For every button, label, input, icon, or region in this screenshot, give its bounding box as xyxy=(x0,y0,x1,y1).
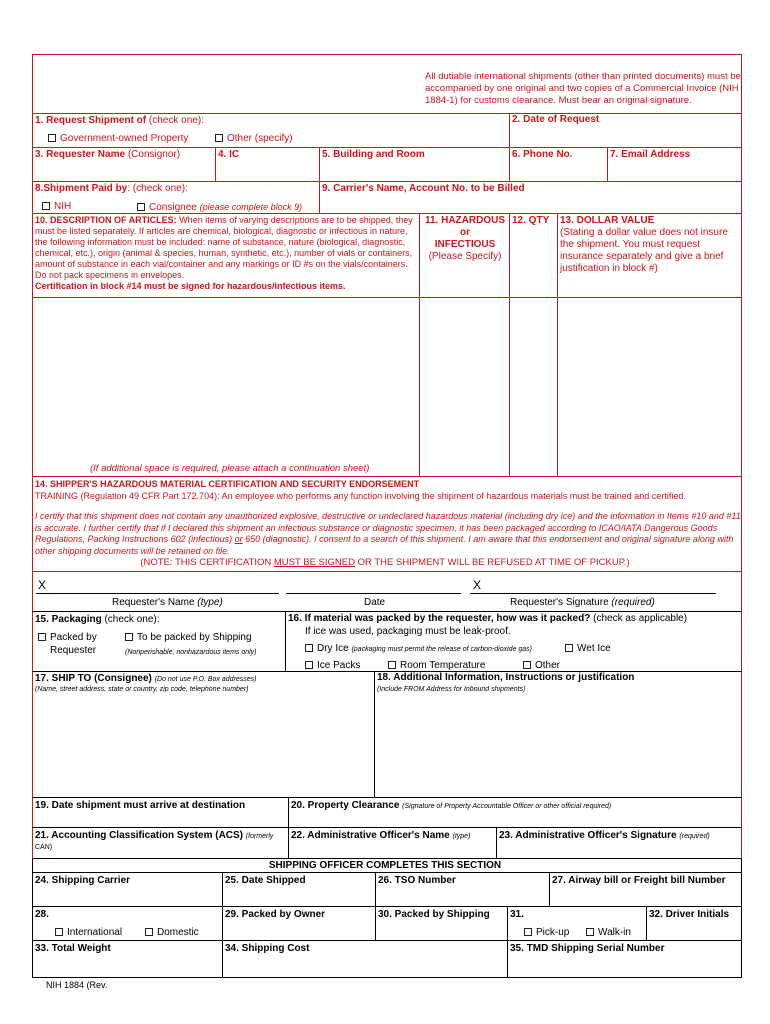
rule xyxy=(32,858,33,978)
block-13-label: 13. DOLLAR VALUE (Stating a dollar value does not insure the shipment. You must request insurance separately and give a brief justification in block #) xyxy=(560,215,728,274)
block-19-label: 19. Date shipment must arrive at destination xyxy=(35,800,246,811)
block-9-label: 9. Carrier's Name, Account No. to be Billed xyxy=(322,183,525,194)
rule xyxy=(32,147,742,148)
block-21-label-cont: CAN) xyxy=(35,844,53,851)
rule xyxy=(285,611,286,671)
certification-note: (NOTE: THIS CERTIFICATION MUST BE SIGNED OR THE SHIPMENT WILL BE REFUSED AT TIME OF PICKUP.) xyxy=(140,557,630,568)
continuation-note: (If additional space is required, please attach a continuation sheet) xyxy=(90,463,370,474)
rule xyxy=(32,940,742,941)
rule xyxy=(509,113,510,147)
rule xyxy=(215,147,216,181)
checkbox-room-temperature[interactable]: Room Temperature xyxy=(388,660,485,672)
checkbox-icon[interactable] xyxy=(42,202,50,210)
packed-by-requester-cont: Requester xyxy=(50,645,97,656)
checkbox-dry-ice[interactable]: Dry Ice (packaging must permit the release of carbon-dioxide gas) xyxy=(305,643,532,655)
block-28-label: 28. xyxy=(35,909,49,920)
rule xyxy=(374,671,375,797)
rule xyxy=(646,906,647,940)
rule xyxy=(509,147,510,181)
checkbox-icon[interactable] xyxy=(55,928,63,936)
rule xyxy=(32,297,742,298)
checkbox-domestic[interactable]: Domestic xyxy=(145,927,199,939)
block-8-label: 8.Shipment Paid by: (check one): xyxy=(35,183,188,194)
block-18-label: 18. Additional Information, Instructions or justification xyxy=(377,672,635,683)
rule xyxy=(32,858,742,859)
checkbox-icon[interactable] xyxy=(388,661,396,669)
block-35-label: 35. TMD Shipping Serial Number xyxy=(510,943,665,954)
checkbox-icon[interactable] xyxy=(137,203,145,211)
block-15-label: 15. Packaging (check one): xyxy=(35,614,160,625)
checkbox-icon[interactable] xyxy=(215,134,223,142)
checkbox-icon[interactable] xyxy=(145,928,153,936)
rule xyxy=(32,571,742,572)
requester-signature-caption: Requester's Signature (required) xyxy=(510,597,655,608)
block-10-description: 10. DESCRIPTION OF ARTICLES: When items of varying descriptions are to be shipped, they must be listed separately. If articles are chemical, biological, diagnostic or infectious in nature, the following information must be included: name of substance, nature (biological, diagnostic, chemical, etc.), origin (animal & species, human, synthetic, etc.), number of vials or containers, amount of substance in each vial/container and any markings or ID #s on the vials/containers. Do not pack specimens in envelopes. Certification in block #14 must be signed for hazardous/infectious items. xyxy=(35,215,413,291)
rule xyxy=(32,181,742,182)
block-17-sub: (Name, street address, state or country, zip code, telephone number) xyxy=(35,686,249,693)
block-11-label: 11. HAZARDOUS or INFECTIOUS (Please Specify) xyxy=(424,215,505,262)
checkbox-icon[interactable] xyxy=(125,633,133,641)
rule xyxy=(375,872,376,906)
checkbox-packed-by-shipping[interactable]: To be packed by Shipping xyxy=(125,632,252,644)
block-26-label: 26. TSO Number xyxy=(378,875,456,886)
checkbox-icon[interactable] xyxy=(524,928,532,936)
block-25-label: 25. Date Shipped xyxy=(225,875,306,886)
date-caption: Date xyxy=(364,597,386,608)
rule xyxy=(319,147,320,181)
checkbox-walk-in[interactable]: Walk-in xyxy=(586,927,631,939)
signature-line[interactable] xyxy=(470,593,716,594)
block-7-label: 7. Email Address xyxy=(610,149,691,160)
block-30-label: 30. Packed by Shipping xyxy=(378,909,490,920)
requester-name-line[interactable] xyxy=(36,593,279,594)
block-27-label: 27. Airway bill or Freight bill Number xyxy=(552,875,726,886)
rule xyxy=(32,906,742,907)
block-14-certification: I certify that this shipment does not contain any unauthorized explosive, destructive or undeclared hazardous material (including dry ice) and the information in Items #10 and #11 is accurate. I further certify that if I declared this shipment an infectious substance or diagnostic specimen, it has been packaged according to ICAO/IATA Dangerous Goods Regulations, Packing Instructions 602 (infectious) or 650 (diagnostic). I consent to a search of this shipment. I am aware that this endorsement and original signature along with other shipping documents will be retained on file. xyxy=(35,511,741,556)
block-16-note: If ice was used, packaging must be leak-proof. xyxy=(305,626,511,637)
rule xyxy=(32,213,742,214)
block-2-label: 2. Date of Request xyxy=(512,114,600,125)
sign-mark-2: X xyxy=(473,578,482,592)
block-24-label: 24. Shipping Carrier xyxy=(35,875,131,886)
block-1-label: 1. Request Shipment of (check one): xyxy=(35,115,204,126)
block-12-label: 12. QTY xyxy=(512,215,550,226)
checkbox-packed-by-requester[interactable]: Packed by xyxy=(38,632,97,644)
block-29-label: 29. Packed by Owner xyxy=(225,909,326,920)
rule xyxy=(32,827,742,828)
rule xyxy=(607,147,608,181)
rule xyxy=(288,827,289,858)
rule xyxy=(741,858,742,978)
checkbox-ice-packs[interactable]: Ice Packs xyxy=(305,660,360,672)
rule xyxy=(549,872,550,906)
rule xyxy=(419,213,420,476)
rule xyxy=(32,113,742,114)
block-31-label: 31. xyxy=(510,909,524,920)
packing-hint: (Nonperishable, nonhazardous items only) xyxy=(125,649,257,656)
rule xyxy=(509,213,510,476)
checkbox-icon[interactable] xyxy=(586,928,594,936)
checkbox-consignee[interactable]: Consignee (please complete block 9) xyxy=(137,201,302,214)
block-18-sub: (Include FROM Address for Inbound shipments) xyxy=(377,686,526,693)
block-22-label: 22. Administrative Officer's Name (type) xyxy=(291,830,471,841)
rule xyxy=(557,213,558,476)
block-6-label: 6. Phone No. xyxy=(512,149,573,160)
rule xyxy=(32,611,742,612)
checkbox-other-specify[interactable]: Other (specify) xyxy=(215,133,293,145)
rule xyxy=(32,977,742,978)
checkbox-icon[interactable] xyxy=(565,644,573,652)
rule xyxy=(32,476,742,477)
rule xyxy=(288,797,289,827)
block-23-label: 23. Administrative Officer's Signature (required) xyxy=(499,830,710,841)
checkbox-icon[interactable] xyxy=(523,661,531,669)
checkbox-other[interactable]: Other xyxy=(523,660,560,672)
checkbox-nih[interactable]: NIH xyxy=(42,201,71,213)
checkbox-icon[interactable] xyxy=(48,134,56,142)
block-17-label: 17. SHIP TO (Consignee) (Do not use P.O. Box addresses) xyxy=(35,673,257,684)
rule xyxy=(32,797,742,798)
header-notice: All dutiable international shipments (other than printed documents) must be accompanied by one original and two copies of a Commercial Invoice (NIH 1884-1) for customs clearance. Must bear an original signature. xyxy=(425,71,741,106)
checkbox-icon[interactable] xyxy=(305,661,313,669)
block-5-label: 5. Building and Room xyxy=(322,149,425,160)
block-32-label: 32. Driver Initials xyxy=(649,909,730,920)
checkbox-government-property[interactable]: Government-owned Property xyxy=(48,133,188,145)
rule xyxy=(507,906,508,978)
block-21-label: 21. Accounting Classification System (ACS) (formerly xyxy=(35,830,274,841)
block-3-label: 3. Requester Name (Consignor) xyxy=(35,149,181,160)
checkbox-icon[interactable] xyxy=(38,633,46,641)
block-14-training: TRAINING (Regulation 49 CFR Part 172.704): An employee who performs any function involving the shipment of hazardous materials must be trained and certified. xyxy=(35,491,686,501)
rule xyxy=(222,872,223,978)
block-20-label: 20. Property Clearance (Signature of Property Accountable Officer or other official required) xyxy=(291,800,612,811)
shipping-section-title: SHIPPING OFFICER COMPLETES THIS SECTION xyxy=(268,860,502,871)
checkbox-international[interactable]: International xyxy=(55,927,122,939)
block-34-label: 34. Shipping Cost xyxy=(225,943,310,954)
checkbox-wet-ice[interactable]: Wet Ice xyxy=(565,643,611,655)
requester-name-caption: Requester's Name (type) xyxy=(112,597,223,608)
sign-mark-1: X xyxy=(38,578,47,592)
block-14-label: 14. SHIPPER'S HAZARDOUS MATERIAL CERTIFICATION AND SECURITY ENDORSEMENT xyxy=(35,479,420,489)
rule xyxy=(319,181,320,213)
block-4-label: 4. IC xyxy=(218,149,240,160)
checkbox-icon[interactable] xyxy=(305,644,313,652)
block-16-label: 16. If material was packed by the requester, how was it packed? (check as applicable) xyxy=(288,613,688,624)
form-number: NIH 1884 (Rev. xyxy=(46,980,108,990)
date-line[interactable] xyxy=(286,593,461,594)
rule xyxy=(496,827,497,858)
checkbox-pick-up[interactable]: Pick-up xyxy=(524,927,569,939)
rule xyxy=(375,906,376,940)
rule xyxy=(32,872,742,873)
block-33-label: 33. Total Weight xyxy=(35,943,111,954)
